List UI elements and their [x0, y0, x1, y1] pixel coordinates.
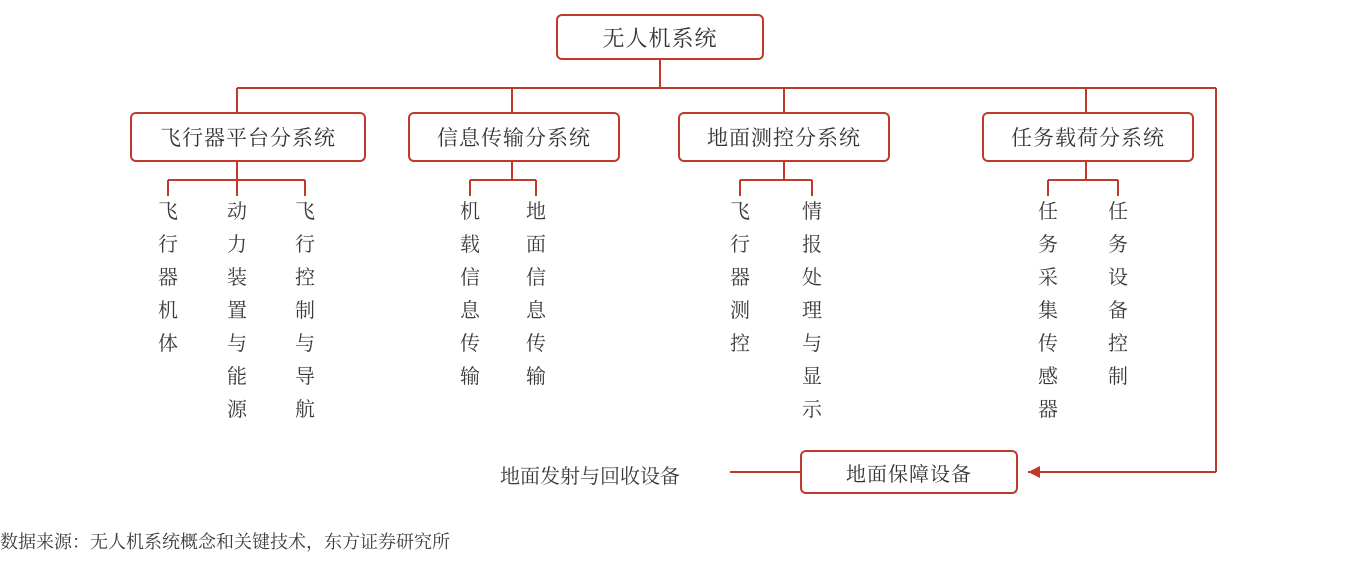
node-branch-ground-control[interactable]	[678, 112, 890, 162]
node-root-label: 无人机系统	[602, 25, 718, 51]
leaf-intel-processing-display: 情报处理与显示	[802, 201, 822, 421]
leaf-ground-info-transmission: 地面信息传输	[526, 201, 546, 388]
node-ground-support-equipment[interactable]	[800, 450, 1018, 494]
leaf-propulsion-power: 动力装置与能源	[227, 201, 247, 421]
node-branch-flight-platform-label: 飞行器平台分系统	[160, 127, 336, 150]
node-root[interactable]	[556, 14, 764, 60]
source-note: 数据来源：无人机系统概念和关键技术，东方证券研究所	[0, 532, 450, 552]
node-branch-flight-platform[interactable]	[130, 112, 366, 162]
node-ground-support-equipment-label: 地面保障设备	[846, 463, 972, 486]
leaf-airframe: 飞行器机体	[158, 201, 178, 355]
leaf-airborne-info-transmission: 机载信息传输	[460, 201, 480, 388]
node-branch-mission-payload-label: 任务载荷分系统	[1011, 127, 1165, 150]
node-branch-ground-control-label: 地面测控分系统	[707, 127, 861, 150]
node-branch-info-transmission[interactable]	[408, 112, 620, 162]
node-branch-info-transmission-label: 信息传输分系统	[437, 127, 591, 150]
leaf-mission-equipment-control: 任务设备控制	[1108, 201, 1128, 388]
leaf-flight-control-navigation: 飞行控制与导航	[295, 201, 315, 421]
label-launch-recovery-equipment: 地面发射与回收设备	[500, 466, 680, 488]
leaf-aircraft-tracking-control: 飞行器测控	[730, 201, 750, 355]
leaf-mission-sensors: 任务采集传感器	[1038, 201, 1058, 421]
node-branch-mission-payload[interactable]	[982, 112, 1194, 162]
